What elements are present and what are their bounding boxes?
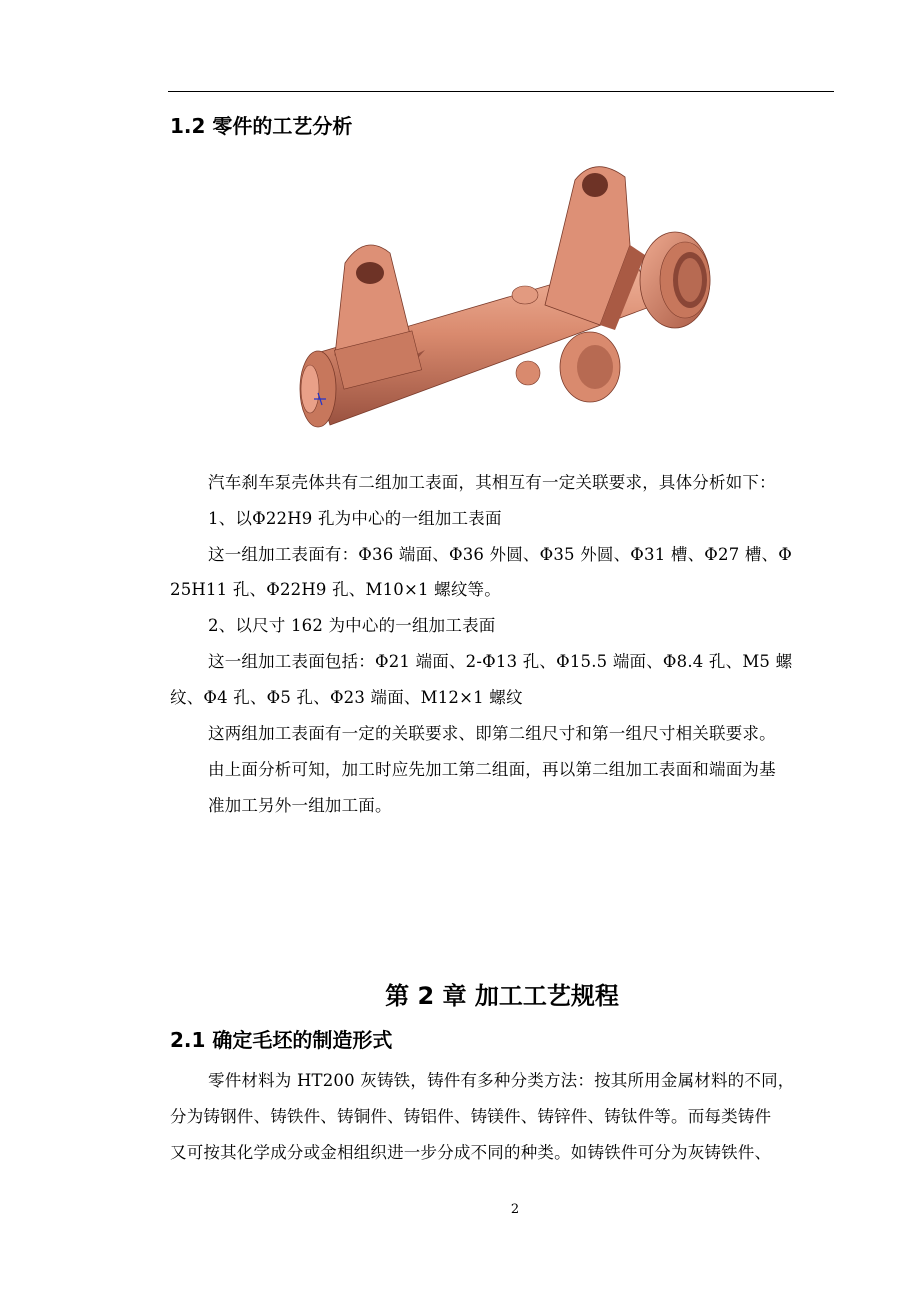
paragraph-line: 这两组加工表面有一定的关联要求、即第二组尺寸和第一组尺寸相关联要求。	[208, 724, 776, 743]
page-number: 2	[510, 1202, 520, 1217]
paragraph-line: 分为铸钢件、铸铁件、铸铜件、铸铝件、铸镁件、铸锌件、铸钛件等。而每类铸件	[170, 1107, 772, 1126]
paragraph-line: 25H11 孔、Φ22H9 孔、M10×1 螺纹等。	[170, 580, 501, 599]
paragraph-line: 由上面分析可知，加工时应先加工第二组面，再以第二组加工表面和端面为基	[208, 760, 776, 779]
pump-housing-figure	[290, 155, 730, 440]
paragraph-line: 这一组加工表面有：Φ36 端面、Φ36 外圆、Φ35 外圆、Φ31 槽、Φ27 槽、Φ	[208, 545, 792, 564]
paragraph-line: 纹、Φ4 孔、Φ5 孔、Φ23 端面、M12×1 螺纹	[170, 688, 523, 707]
paragraph-line: 1、以Φ22H9 孔为中心的一组加工表面	[208, 509, 502, 528]
paragraph-line: 这一组加工表面包括：Φ21 端面、2-Φ13 孔、Φ15.5 端面、Φ8.4 孔、M5 螺	[208, 652, 793, 671]
paragraph-line: 又可按其化学成分或金相组织进一步分成不同的种类。如铸铁件可分为灰铸铁件、	[170, 1143, 772, 1162]
paragraph-line: 准加工另外一组加工面。	[208, 796, 392, 815]
section-heading-1-2: 1.2 零件的工艺分析	[170, 114, 353, 138]
paragraph-line: 汽车刹车泵壳体共有二组加工表面，其相互有一定关联要求，具体分析如下：	[208, 473, 776, 492]
paragraph-line: 零件材料为 HT200 灰铸铁，铸件有多种分类方法：按其所用金属材料的不同，	[208, 1071, 795, 1090]
paragraph-line: 2、以尺寸 162 为中心的一组加工表面	[208, 616, 496, 635]
chapter-title: 第 2 章 加工工艺规程	[385, 982, 619, 1010]
section-heading-2-1: 2.1 确定毛坯的制造形式	[170, 1028, 393, 1052]
header-rule	[168, 91, 834, 92]
